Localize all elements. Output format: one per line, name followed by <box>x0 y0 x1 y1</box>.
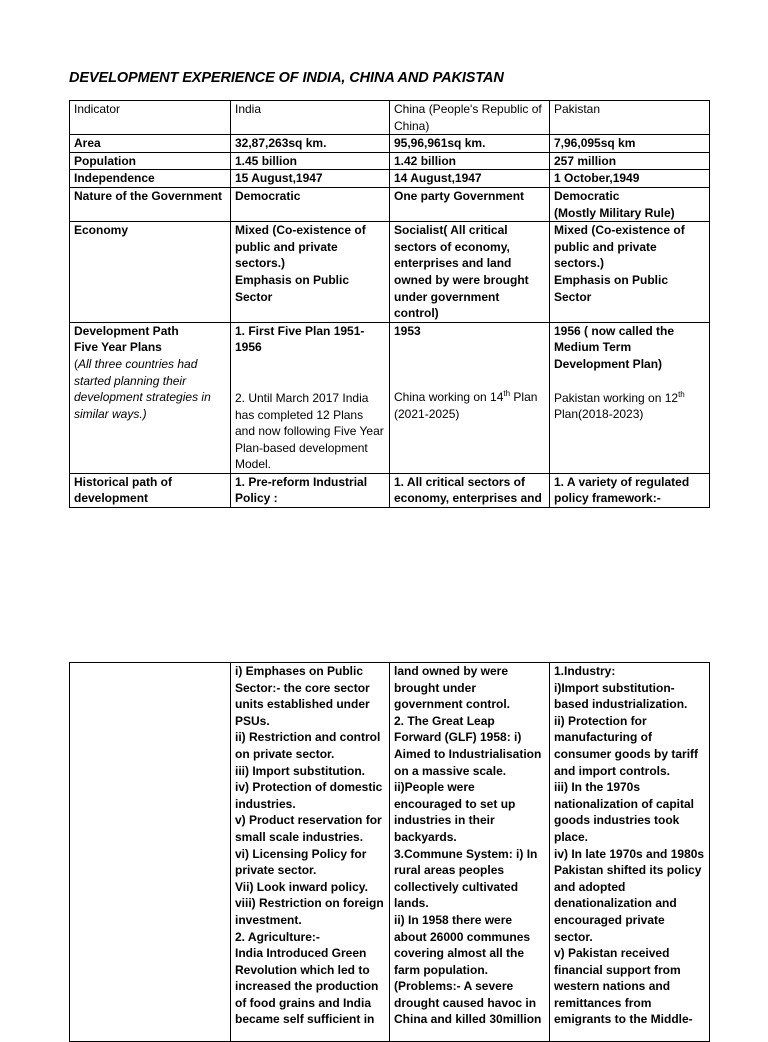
cell-pakistan-policy-details <box>550 663 710 1042</box>
pakistan-plan-sup: th <box>678 389 685 399</box>
india-policy-line: ii) Restriction and control on private sector. <box>235 730 381 761</box>
pakistan-policy-line: 1.Industry: <box>554 664 616 678</box>
row-label-independence: Independence <box>70 170 231 188</box>
cell-china-plans <box>390 322 550 473</box>
cell-india-population: 1.45 billion <box>231 152 390 170</box>
table-row <box>70 170 710 188</box>
comparison-table <box>69 100 710 508</box>
pakistan-policy-line: ii) Protection for manufacturing of consumer goods by tariff and import controls. <box>554 713 699 778</box>
table-row <box>70 322 710 473</box>
china-policy-line: 2. The Great Leap Forward (GLF) 1958: i) Aimed to Industrialisation on a massive scale. <box>394 713 542 778</box>
header-pakistan: Pakistan <box>550 101 710 135</box>
pakistan-policy-line: iii) In the 1970s nationalization of capital goods industries took place. <box>554 780 695 844</box>
cell-china-historical: 1. All critical sectors of economy, enterprises and <box>390 473 550 507</box>
cell-pakistan-historical: 1. A variety of regulated policy framework:- <box>550 473 710 507</box>
cell-pakistan-plans <box>550 322 710 473</box>
row-label-government: Nature of the Government <box>70 187 231 221</box>
india-first-plan: 1. First Five Plan 1951-1956 <box>235 323 365 355</box>
pakistan-policy-line: i)Import substitution-based industrialization. <box>554 680 688 712</box>
planning-note-text: All three countries had started planning their development strategies in similar ways.) <box>74 356 211 421</box>
india-economy-emphasis: Emphasis on Public Sector <box>235 272 350 304</box>
pakistan-economy-type: Mixed (Co-existence of public and private sectors.) <box>554 223 685 271</box>
table-row <box>70 222 710 323</box>
table-row <box>70 187 710 221</box>
india-plan-status: 2. Until March 2017 India has completed 12 Plans and now following Five Year Plan-based development Model. <box>235 390 384 472</box>
india-economy-type: Mixed (Co-existence of public and private sectors.) <box>235 223 366 271</box>
china-plan-years: Plan (2021-2025) <box>394 390 538 421</box>
cell-india-government: Democratic <box>231 187 390 221</box>
india-policy-line: 2. Agriculture:- <box>235 929 320 944</box>
china-plan-text: China working on 14 <box>394 390 504 405</box>
cell-china-independence: 14 August,1947 <box>390 170 550 188</box>
cell-india-independence: 15 August,1947 <box>231 170 390 188</box>
cell-empty-label <box>70 663 231 1042</box>
row-label-development-path <box>70 322 231 473</box>
row-label-population: Population <box>70 152 231 170</box>
pakistan-plan-text: Pakistan working on 12 <box>554 390 679 405</box>
pakistan-first-plan: 1956 ( now called the Medium Term Development Plan) <box>554 323 675 371</box>
row-label-economy: Economy <box>70 222 231 323</box>
development-path-label: Development Path <box>74 323 179 338</box>
china-policy-line: (Problems:- A severe drought caused havoc in China and killed 30million <box>394 979 542 1027</box>
header-china: China (People's Republic of China) <box>390 101 550 135</box>
china-plan-status <box>394 389 545 422</box>
five-year-plans-label: Five Year Plans <box>74 340 162 355</box>
china-first-plan: 1953 <box>394 323 421 338</box>
india-policy-line: viii) Restriction on foreign investment. <box>235 896 384 927</box>
india-policy-line: Vii) Look inward policy. <box>235 879 368 894</box>
cell-india-area: 32,87,263sq km. <box>231 135 390 153</box>
table-row <box>70 663 710 1042</box>
cell-pakistan-area: 7,96,095sq km <box>550 135 710 153</box>
cell-india-economy <box>231 222 390 323</box>
header-india: India <box>231 101 390 135</box>
china-policy-line: land owned by were brought under government control. <box>394 664 511 712</box>
cell-china-population: 1.42 billion <box>390 152 550 170</box>
cell-pakistan-population: 257 million <box>550 152 710 170</box>
row-label-area: Area <box>70 135 231 153</box>
india-policy-line: iv) Protection of domestic industries. <box>235 780 383 811</box>
india-policy-line: iii) Import substitution. <box>235 763 365 778</box>
pakistan-government-note: (Mostly Military Rule) <box>554 205 675 220</box>
cell-pakistan-government <box>550 187 710 221</box>
table-header-row <box>70 101 710 135</box>
pakistan-policy-line: iv) In late 1970s and 1980s Pakistan shifted its policy and adopted denationalization and encouraged private sector. <box>554 846 705 944</box>
page-title: DEVELOPMENT EXPERIENCE OF INDIA, CHINA AND PAKISTAN <box>69 70 504 86</box>
cell-india-historical: 1. Pre-reform Industrial Policy : <box>231 473 390 507</box>
china-policy-line: ii)People were encouraged to set up industries in their backyards. <box>394 780 516 844</box>
cell-china-economy: Socialist( All critical sectors of economy, enterprises and land owned by were brought under government control) <box>390 222 550 323</box>
table-row <box>70 135 710 153</box>
planning-note <box>74 356 226 422</box>
pakistan-plan-status <box>554 390 705 423</box>
row-label-historical: Historical path of development <box>70 473 231 507</box>
cell-india-policy-details <box>231 663 390 1042</box>
comparison-table-continued <box>69 662 710 1042</box>
china-policy-line: 3.Commune System: i) In rural areas peoples collectively cultivated lands. <box>394 846 538 911</box>
pakistan-policy-line: v) Pakistan received financial support from western nations and remittances from emigrants to the Middle- <box>554 946 693 1027</box>
planning-note-paren: ( <box>74 356 78 371</box>
cell-pakistan-independence: 1 October,1949 <box>550 170 710 188</box>
india-policy-line: i) Emphases on Public Sector:- the core sector units established under PSUs. <box>235 664 370 728</box>
pakistan-government-type: Democratic <box>554 188 620 203</box>
india-policy-line: vi) Licensing Policy for private sector. <box>235 846 367 878</box>
china-policy-line: ii) In 1958 there were about 26000 communes covering almost all the farm population. <box>394 912 531 977</box>
india-policy-line: v) Product reservation for small scale industries. <box>235 813 382 844</box>
cell-pakistan-economy <box>550 222 710 323</box>
cell-china-area: 95,96,961sq km. <box>390 135 550 153</box>
pakistan-plan-years: Plan(2018-2023) <box>554 407 644 422</box>
header-indicator: Indicator <box>70 101 231 135</box>
table-row <box>70 152 710 170</box>
cell-china-government: One party Government <box>390 187 550 221</box>
india-policy-line: India Introduced Green Revolution which led to increased the production of food grains and India became self sufficient in <box>235 946 379 1027</box>
china-plan-sup: th <box>503 389 511 399</box>
pakistan-economy-emphasis: Emphasis on Public Sector <box>554 272 669 304</box>
table-row <box>70 473 710 507</box>
cell-china-policy-details <box>390 663 550 1042</box>
cell-india-plans <box>231 322 390 473</box>
